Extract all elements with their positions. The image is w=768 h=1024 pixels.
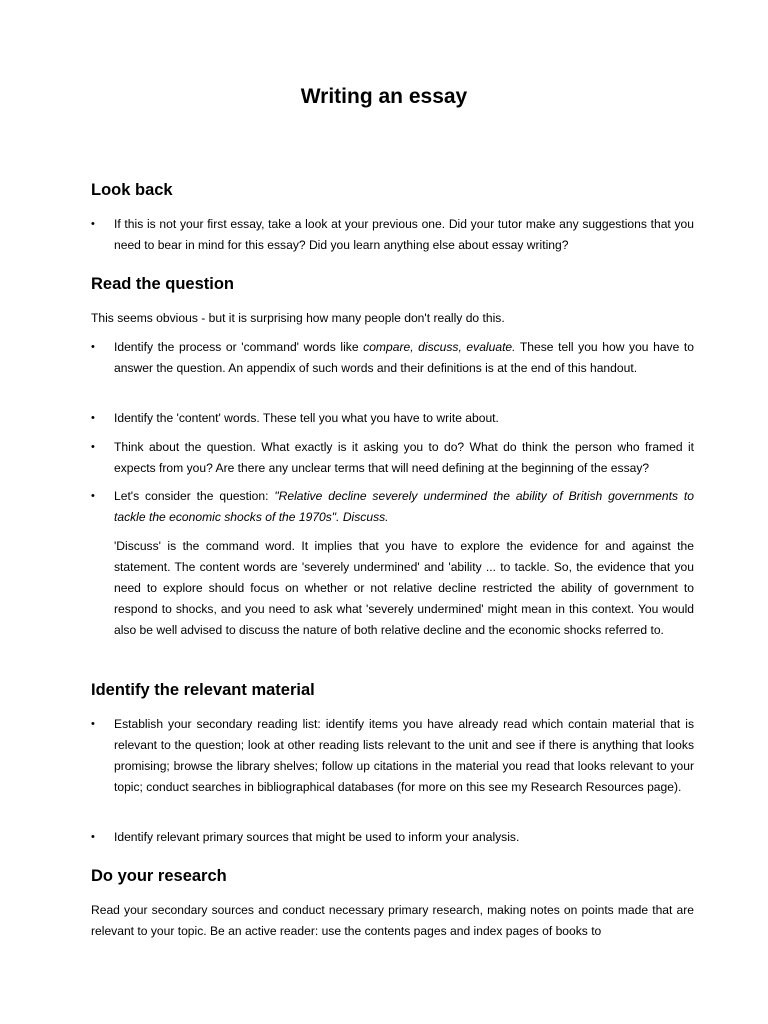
read-question-intro: This seems obvious - but it is surprising how many people don't really do this.: [91, 311, 505, 325]
bullet-text: If this is not your first essay, take a look at your previous one. Did your tutor make any suggestions that you need to bear in mind for this essay? Did you learn anything else about essay writing?: [114, 217, 694, 252]
bullet-dot: •: [91, 490, 95, 502]
bullet-text: Identify the 'content' words. These tell you what you have to write about.: [114, 411, 499, 425]
research-paragraph: Read your secondary sources and conduct necessary primary research, making notes on points made that are relevant to your topic. Be an active reader: use the contents pages and index pages of books to: [91, 903, 694, 938]
bullet-consider-question: [91, 486, 694, 528]
example-question-italic: "Relative decline severely undermined the ability of British governments to tackle the economic shocks of the 1970s". Discuss.: [114, 489, 694, 524]
bullet-text: Think about the question. What exactly is it asking you to do? What do think the person who framed it expects from you? Are there any unclear terms that will need defining at the beginning of the essay?: [114, 440, 694, 475]
bullet-text-post: These tell you how you have to answer the question. An appendix of such words and their definitions is at the end of this handout.: [114, 340, 695, 375]
discuss-explanation: 'Discuss' is the command word. It implies that you have to explore the evidence for and against the statement. The content words are 'severely undermined' and 'ability ... to tackle. So, the evidence that you need to explore should focus on whether or not relative decline restricted the ability of government to respond to shocks, and you need to ask what 'severely undermined' might mean in this context. You would also be well advised to discuss the nature of both relative decline and the economic shocks referred to.: [114, 539, 694, 637]
bullet-dot: •: [91, 718, 95, 730]
bullet-text-pre: Let's consider the question:: [114, 489, 275, 503]
bullet-text: [114, 337, 694, 379]
heading-look-back: Look back: [91, 181, 173, 199]
bullet-dot: •: [91, 831, 95, 843]
bullet-primary-sources: [91, 827, 694, 848]
bullet-look-back-1: [91, 214, 694, 256]
bullet-text-pre: Identify the process or 'command' words like: [114, 340, 364, 354]
command-words-italic: compare, discuss, evaluate.: [363, 340, 516, 354]
bullet-command-words: [91, 337, 694, 379]
bullet-dot: •: [91, 218, 95, 230]
bullet-content-words: [91, 408, 694, 429]
bullet-dot: •: [91, 441, 95, 453]
bullet-dot: •: [91, 341, 95, 353]
heading-do-research: Do your research: [91, 867, 227, 885]
heading-relevant-material: Identify the relevant material: [91, 681, 315, 699]
bullet-text: Establish your secondary reading list: identify items you have already read which contain material that is relevant to the question; look at other reading lists relevant to the unit and see if there is anything that looks promising; browse the library shelves; follow up citations in the material you read that looks relevant to your topic; conduct searches in bibliographical databases (for more on this see my Research Resources page).: [114, 717, 694, 794]
heading-read-question: Read the question: [91, 275, 235, 293]
document-title: Writing an essay: [300, 85, 468, 108]
bullet-secondary-reading: [91, 714, 694, 798]
bullet-text: Identify relevant primary sources that might be used to inform your analysis.: [114, 830, 520, 844]
bullet-text: [114, 486, 694, 528]
bullet-dot: •: [91, 412, 95, 424]
bullet-think-question: [91, 437, 694, 479]
